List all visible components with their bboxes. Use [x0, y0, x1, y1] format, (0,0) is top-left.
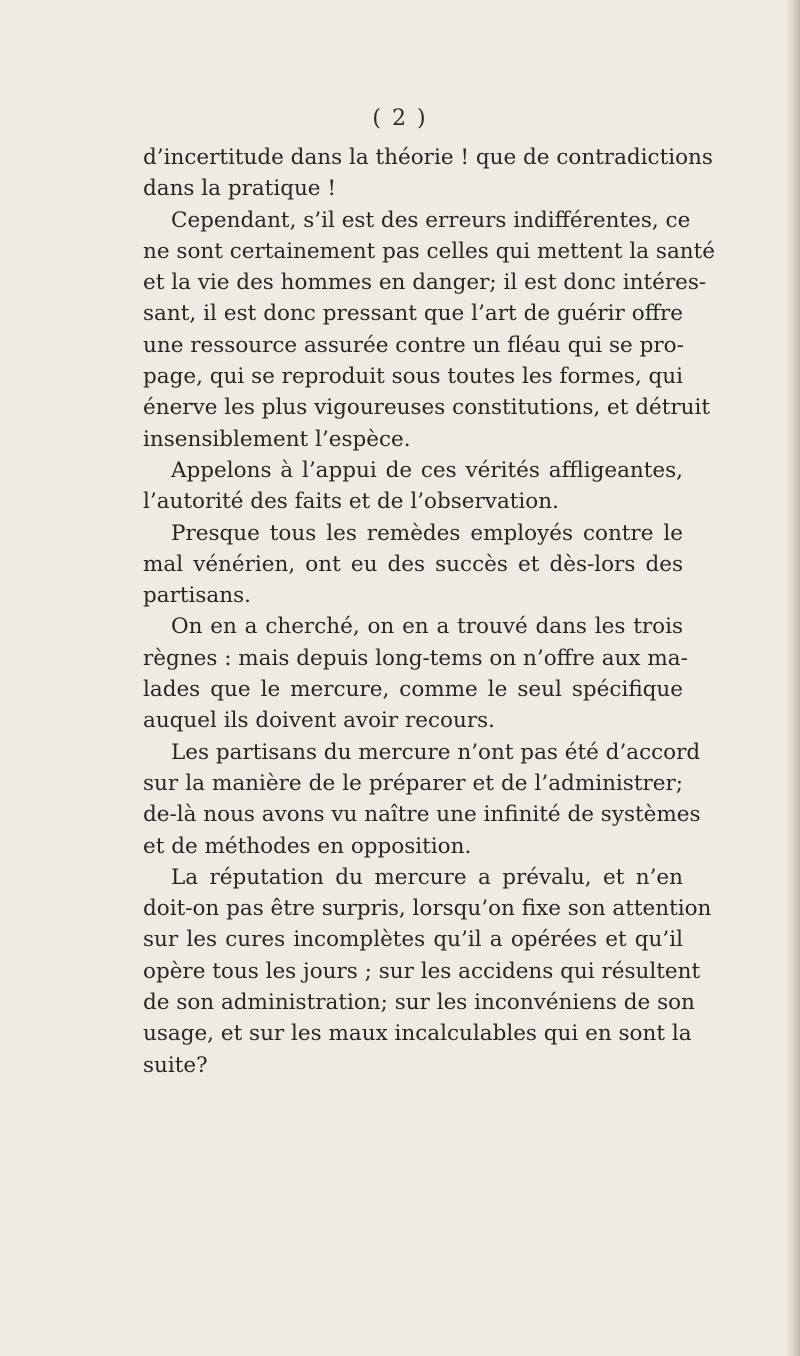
text-line: auquel ils doivent avoir recours.	[143, 708, 495, 734]
text-line: Appelons à l’appui de ces vérités affligeantes,	[171, 457, 683, 483]
text-line: mal vénérien, ont eu des succès et dès-lors des	[143, 551, 683, 577]
text-line: usage, et sur les maux incalculables qui en sont la	[143, 1021, 692, 1047]
text-line: énerve les plus vigoureuses constitutions, et détruit	[143, 395, 710, 421]
text-line: partisans.	[143, 583, 251, 609]
text-line: lades que le mercure, comme le seul spécifique	[143, 677, 683, 703]
text-line: règnes : mais depuis long-tems on n’offre aux ma-	[143, 645, 688, 671]
page-edge-shadow	[786, 0, 800, 1356]
text-line: dans la pratique !	[143, 176, 337, 202]
text-line: suite?	[143, 1052, 208, 1078]
text-line: opère tous les jours ; sur les accidens qui résultent	[143, 958, 701, 984]
text-line: La réputation du mercure a prévalu, et n’en	[171, 864, 683, 890]
page-number: ( 2 )	[372, 106, 428, 131]
text-line: Les partisans du mercure n’ont pas été d’accord	[171, 739, 701, 765]
text-line: et de méthodes en opposition.	[143, 833, 472, 859]
text-line: On en a cherché, on en a trouvé dans les trois	[171, 614, 683, 640]
text-line: d’incertitude dans la théorie ! que de contradictions	[143, 145, 713, 170]
text-line: Cependant, s’il est des erreurs indifférentes, ce	[171, 207, 691, 233]
text-line: Presque tous les remèdes employés contre le	[171, 520, 683, 546]
text-line: l’autorité des faits et de l’observation.	[143, 489, 559, 515]
text-line: insensiblement l’espèce.	[143, 426, 411, 452]
text-line: ne sont certainement pas celles qui mettent la santé	[143, 238, 715, 264]
text-line: sur les cures incomplètes qu’il a opérées et qu’il	[143, 927, 683, 953]
body-text	[143, 142, 715, 1081]
text-line: et la vie des hommes en danger; il est donc intéres-	[143, 270, 707, 296]
text-line: de-là nous avons vu naître une infinité de systèmes	[143, 802, 701, 828]
text-line: page, qui se reproduit sous toutes les formes, qui	[143, 364, 683, 390]
text-line: doit-on pas être surpris, lorsqu’on fixe son attention	[143, 896, 712, 922]
text-line: une ressource assurée contre un fléau qui se pro-	[143, 332, 684, 358]
text-line: sant, il est donc pressant que l’art de guérir offre	[143, 301, 683, 327]
text-line: sur la manière de le préparer et de l’administrer;	[143, 770, 683, 796]
text-line: de son administration; sur les inconvéniens de son	[143, 990, 695, 1016]
